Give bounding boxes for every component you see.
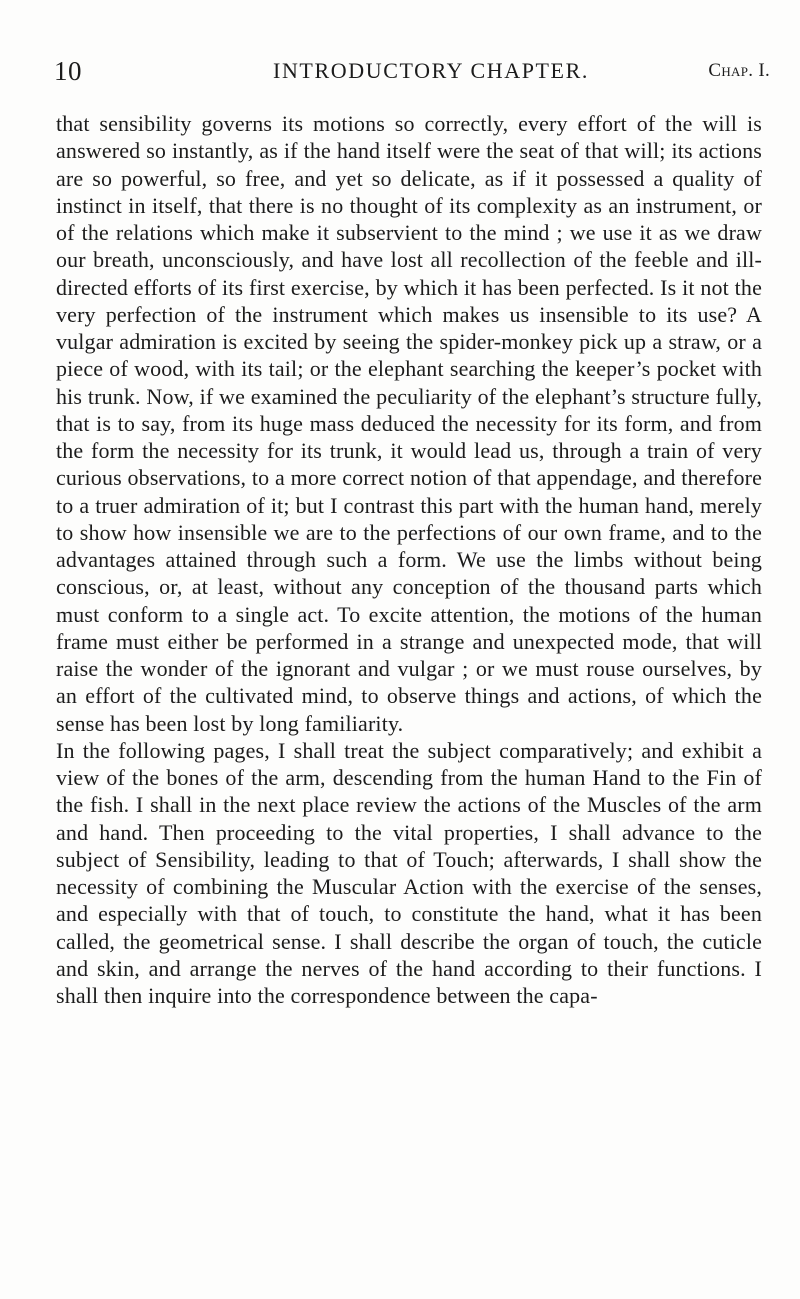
paragraph: that sensibility governs its motions so correctly, every effort of the will is answered so instantly, as if the hand itself were the seat of that will; its actions are so powerful, so free, and yet so delicate, as if it possessed a quality of instinct in itself, that there is no thought of its complexity as an instrument, or of the relations which make it subservient to the mind ; we use it as we draw our breath, unconsciously, and have lost all recollection of the feeble and ill-directed efforts of its first exercise, by which it has been perfected. Is it not the very perfection of the instrument which makes us insensible to its use? A vulgar admiration is excited by seeing the spider-monkey pick up a straw, or a piece of wood, with its tail; or the elephant searching the keeper’s pocket with his trunk. Now, if we examined the peculiarity of the elephant’s structure fully, that is to say, from its huge mass deduced the necessity for its form, and from the form the necessity for its trunk, it would lead us, through a train of very curious observations, to a more correct notion of that appendage, and therefore to a truer admiration of it; but I contrast this part with the human hand, merely to show how insensible we are to the perfections of our own frame, and to the advantages attained through such a form. We use the limbs without being conscious, or, at least, without any conception of the thousand parts which must conform to a single act. To excite attention, the motions of the human frame must either be performed in a strange and unexpected mode, that will raise the wonder of the ignorant and vulgar ; or we must rouse ourselves, by an effort of the cultivated mind, to observe things and actions, of which the sense has been lost by long familiarity. [56,111,762,736]
paragraph: In the following pages, I shall treat the subject comparatively; and exhibit a view of the bones of the arm, descending from the human Hand to the Fin of the fish. I shall in the next place review the actions of the Muscles of the arm and hand. Then proceeding to the vital properties, I shall advance to the subject of Sensibility, leading to that of Touch; afterwards, I shall show the necessity of combining the Muscular Action with the exercise of the senses, and especially with that of touch, to constitute the hand, what it has been called, the geometrical sense. I shall describe the organ of touch, the cuticle and skin, and arrange the nerves of the hand according to their functions. I shall then inquire into the correspondence between the capa- [56,737,762,1008]
running-head [54,56,770,92]
body-text [56,110,762,1009]
running-title: INTRODUCTORY CHAPTER. [273,58,589,83]
chapter-label: Chap. I. [708,60,770,81]
page-number: 10 [54,56,82,86]
